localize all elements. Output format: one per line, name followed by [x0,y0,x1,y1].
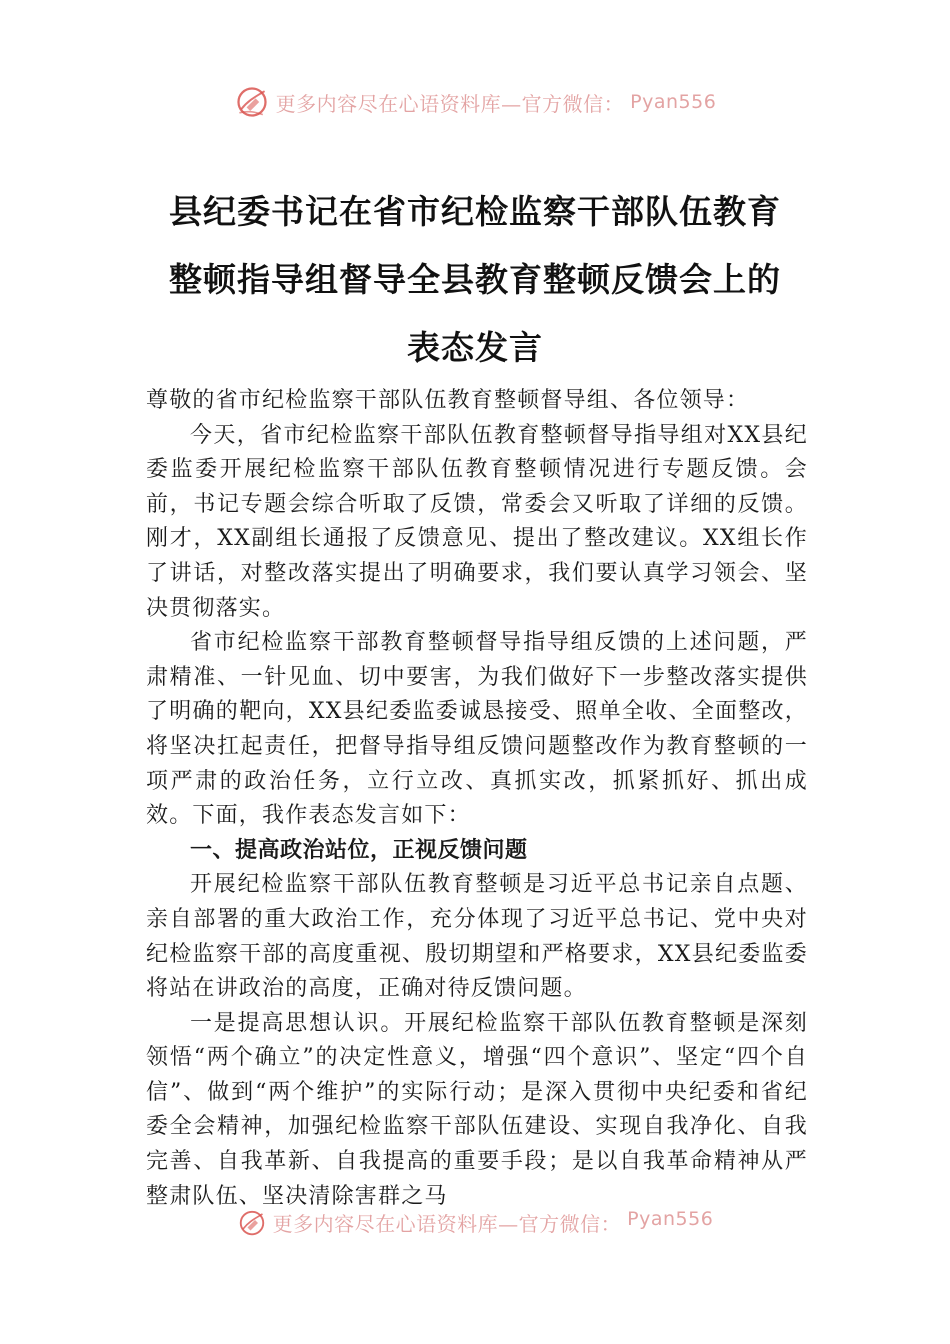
watermark-wechat-id: Pyan556 [627,1208,714,1230]
watermark-text: 更多内容尽在心语资料库—官方微信： [275,91,625,116]
body-paragraph: 开展纪检监察干部队伍教育整顿是习近平总书记亲自点题、亲自部署的重大政治工作，充分体现了习近平总书记、党中央对纪检监察干部的高度重视、殷切期望和严格要求，XX县纪委监委将站在讲政治的高度，正确对待反馈问题。 [146,872,808,1002]
document-title [120,178,830,382]
section-heading: 一、提高政治站位，正视反馈问题 [190,837,528,863]
watermark-text: 更多内容尽在心语资料库—官方微信： [272,1212,622,1236]
header-watermark [0,84,950,120]
body-paragraph: 一是提高思想认识。开展纪检监察干部队伍教育整顿是深刻领悟“两个确立”的决定性意义，增强“四个意识”、坚定“四个自信”、做到“两个维护”的实际行动；是深入贯彻中央纪委和省纪委全会精神，加强纪检监察干部队伍建设、实现自我净化、自我完善、自我革新、自我提高的重要手段；是以自我革命精神从严整肃队伍、坚决清除害群之马 [146,1010,808,1209]
brand-logo-icon [234,84,270,120]
title-line: 表态发言 [407,328,543,367]
brand-logo-icon [237,1208,267,1238]
document-body [146,384,808,1214]
title-line: 整顿指导组督导全县教育整顿反馈会上的 [169,260,781,299]
title-line: 县纪委书记在省市纪检监察干部队伍教育 [169,192,781,231]
footer-watermark [0,1208,950,1238]
salutation: 尊敬的省市纪检监察干部队伍教育整顿督导组、各位领导： [146,388,750,413]
body-paragraph: 今天，省市纪检监察干部队伍教育整顿督导指导组对XX县纪委监委开展纪检监察干部队伍教育整顿情况进行专题反馈。会前，书记专题会综合听取了反馈，常委会又听取了详细的反馈。刚才，XX副组长通报了反馈意见、提出了整改建议。XX组长作了讲话，对整改落实提出了明确要求，我们要认真学习领会、坚决贯彻落实。 [146,422,808,621]
watermark-wechat-id: Pyan556 [630,91,717,113]
body-paragraph: 省市纪检监察干部教育整顿督导指导组反馈的上述问题，严肃精准、一针见血、切中要害，为我们做好下一步整改落实提供了明确的靶向，XX县纪委监委诚恳接受、照单全收、全面整改，将坚决扛起责任，把督导指导组反馈问题整改作为教育整顿的一项严肃的政治任务，立行立改、真抓实改，抓紧抓好、抓出成效。下面，我作表态发言如下： [146,630,808,829]
